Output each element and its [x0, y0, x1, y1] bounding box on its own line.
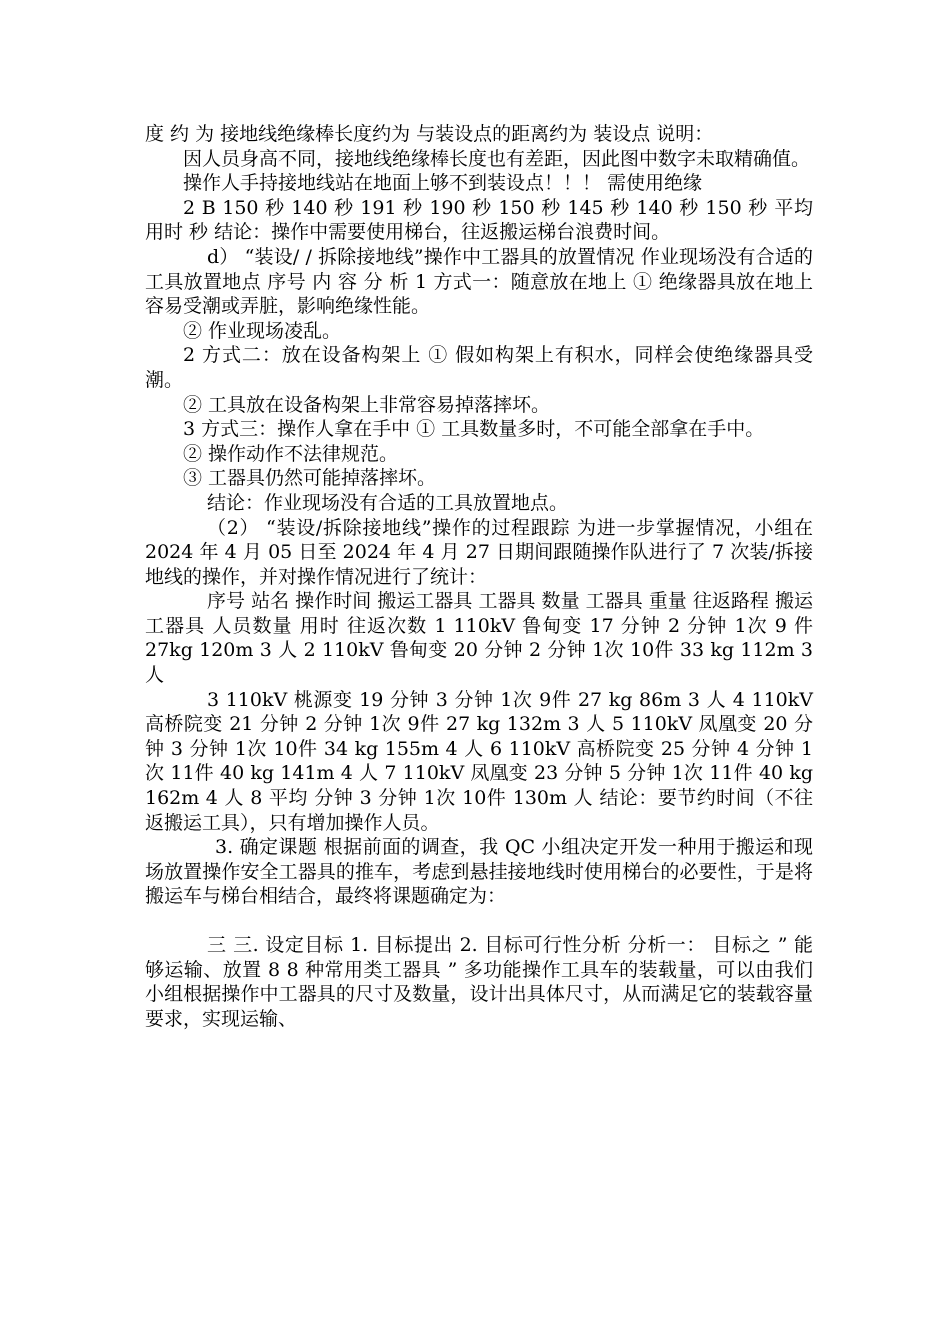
paragraph: 度 约 为 接地线绝缘棒长度约为 与装设点的距离约为 装设点 说明： — [145, 123, 714, 145]
paragraph: 操作人手持接地线站在地面上够不到装设点！！！ 需使用绝缘 — [183, 172, 703, 195]
document-body — [145, 122, 813, 1031]
conclusion: 结论：作业现场没有合适的工具放置地点。 — [207, 491, 569, 514]
paragraph: ② 工具放在设备构架上非常容易掉落摔坏。 — [183, 393, 551, 416]
paragraph: 2 方式二：放在设备构架上 ① 假如构架上有积水，同样会使绝缘器具受潮。 — [145, 344, 813, 391]
paragraph: 因人员身高不同，接地线绝缘棒长度也有差距，因此图中数字未取精确值。 — [183, 147, 811, 170]
paragraph: 3 方式三：操作人拿在手中 ① 工具数量多时，不可能全部拿在手中。 — [183, 418, 765, 441]
paragraph: ③ 工器具仍然可能掉落摔坏。 — [183, 467, 437, 490]
paragraph: 三 三. 设定目标 1. 目标提出 2. 目标可行性分析 分析一： 目标之 ” 能够运输、放置 8 8 种常用类工器具 ” 多功能操作工具车的装载量，可以由我们小组根据操作中工器具的尺寸及数量，设计出具体尺寸，从而满足它的装载容量要求，实现运输、 — [145, 934, 813, 1030]
paragraph: ② 作业现场凌乱。 — [183, 319, 342, 342]
paragraph: （2） “装设/拆除接地线”操作的过程跟踪 为进一步掌握情况，小组在 2024 年 4 月 05 日至 2024 年 4 月 27 日期间跟随操作队进行了 7 次装/拆接地线的操作，并对操作情况进行了统计： — [145, 516, 813, 588]
paragraph: 3. 确定课题 根据前面的调查，我 QC 小组决定开发一种用于搬运和现场放置操作安全工器具的推车，考虑到悬挂接地线时使用梯台的必要性，于是将搬运车与梯台相结合，最终将课题确定为： — [145, 836, 813, 908]
paragraph: d） “装设/ / 拆除接地线”操作中工器具的放置情况 作业现场没有合适的工具放置地点 序号 内 容 分 析 1 方式一：随意放在地上 ① 绝缘器具放在地上容易受潮或弄脏，影响绝缘性能。 — [145, 245, 813, 318]
paragraph: 2 B 150 秒 140 秒 191 秒 190 秒 150 秒 145 秒 140 秒 150 秒 平均用时 秒 结论：操作中需要使用梯台，往返搬运梯台浪费时间。 — [145, 196, 813, 244]
table-text: 3 110kV 桃源变 19 分钟 3 分钟 1次 9件 27 kg 86m 3 人 4 110kV 高桥院变 21 分钟 2 分钟 1次 9件 27 kg 132m 3 人 5 110kV 凤凰变 20 分钟 3 分钟 1次 10件 34 kg 155m 4 人 6 110kV 高桥院变 25 分钟 4 分钟 1次 11件 40 kg 141m 4 人 7 110kV 凤凰变 23 分钟 5 分钟 1次 11件 40 kg 162m 4 人 8 平均 分钟 3 分钟 1次 10件 130m 人 结论：要节约时间（不往返搬运工具），只有增加操作人员。 — [145, 688, 813, 834]
table-text: 序号 站名 操作时间 搬运工器具 工器具 数量 工器具 重量 往返路程 搬运工器具 人员数量 用时 往返次数 1 110kV 鲁甸变 17 分钟 2 分钟 1次 9 件 27kg 120m 3 人 2 110kV 鲁甸变 20 分钟 2 分钟 1次 10件 33 kg 112m 3 人 — [145, 590, 813, 687]
paragraph: ② 操作动作不法律规范。 — [183, 442, 399, 465]
